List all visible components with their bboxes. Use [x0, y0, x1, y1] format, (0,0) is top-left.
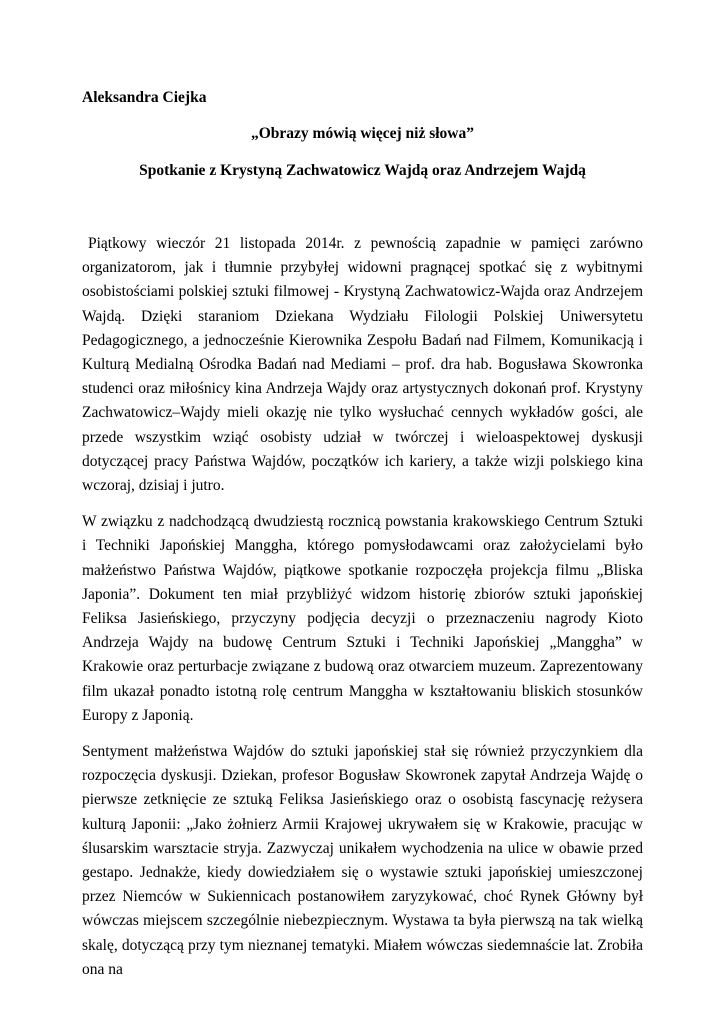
- paragraph: Piątkowy wieczór 21 listopada 2014r. z pewnością zapadnie w pamięci zarówno organizatorom, jak i tłumnie przybyłej widowni pragnącej spotkać się z wybitnymi osobistościami polskiej sztuki filmowej - Krystyną Zachwatowicz-Wajda oraz Andrzejem Wajdą. Dzięki staraniom Dziekana Wydziału Filologii Polskiej Uniwersytetu Pedagogicznego, a jednocześnie Kierownika Zespołu Badań nad Filmem, Komunikacją i Kulturą Medialną Ośrodka Badań nad Mediami – prof. dra hab. Bogusława Skowronka studenci oraz miłośnicy kina Andrzeja Wajdy oraz artystycznych dokonań prof. Krystyny Zachwatowicz–Wajdy mieli okazję nie tylko wysłuchać cennych wykładów gości, ale przede wszystkim wziąć osobisty udział w twórczej i wieloaspektowej dyskusji dotyczącej pracy Państwa Wajdów, początków ich kariery, a także wizji polskiego kina wczoraj, dzisiaj i jutro.: [82, 235, 643, 495]
- body-text: [82, 232, 643, 994]
- document-title: „Obrazy mówią więcej niż słowa”: [251, 125, 474, 142]
- author-name: Aleksandra Ciejka: [82, 89, 207, 106]
- paragraph: W związku z nadchodzącą dwudziestą rocznicą powstania krakowskiego Centrum Sztuki i Techniki Japońskiej Manggha, którego pomysłodawcami oraz założycielami było małżeństwo Państwa Wajdów, piątkowe spotkanie rozpoczęła projekcja filmu „Bliska Japonia”. Dokument ten miał przybliżyć widzom historię zbiorów sztuki japońskiej Feliksa Jasieńskiego, przyczyny podjęcia decyzji o przeznaczeniu nagrody Kioto Andrzeja Wajdy na budowę Centrum Sztuki i Techniki Japońskiej „Manggha” w Krakowie oraz perturbacje związane z budową oraz otwarciem muzeum. Zaprezentowany film ukazał ponadto istotną rolę centrum Manggha w kształtowaniu bliskich stosunków Europy z Japonią.: [82, 513, 643, 724]
- paragraph: Sentyment małżeństwa Wajdów do sztuki japońskiej stał się również przyczynkiem dla rozpoczęcia dyskusji. Dziekan, profesor Bogusław Skowronek zapytał Andrzeja Wajdę o pierwsze zetknięcie ze sztuką Feliksa Jasieńskiego oraz o osobistą fascynację reżysera kulturą Japonii: „Jako żołnierz Armii Krajowej ukrywałem się w Krakowie, pracując w ślusarskim warsztacie stryja. Zazwyczaj unikałem wychodzenia na ulice w obawie przed gestapo. Jednakże, kiedy dowiedziałem się o wystawie sztuki japońskiej umieszczonej przez Niemców w Sukiennicach postanowiłem zaryzykować, choć Rynek Główny był wówczas miejscem szczególnie niebezpiecznym. Wystawa ta była pierwszą na tak wielką skalę, dotyczącą przy tym nieznanej tematyki. Miałem wówczas siedemnaście lat. Zrobiła ona na: [82, 743, 643, 978]
- document-subtitle: Spotkanie z Krystyną Zachwatowicz Wajdą oraz Andrzejem Wajdą: [139, 162, 586, 179]
